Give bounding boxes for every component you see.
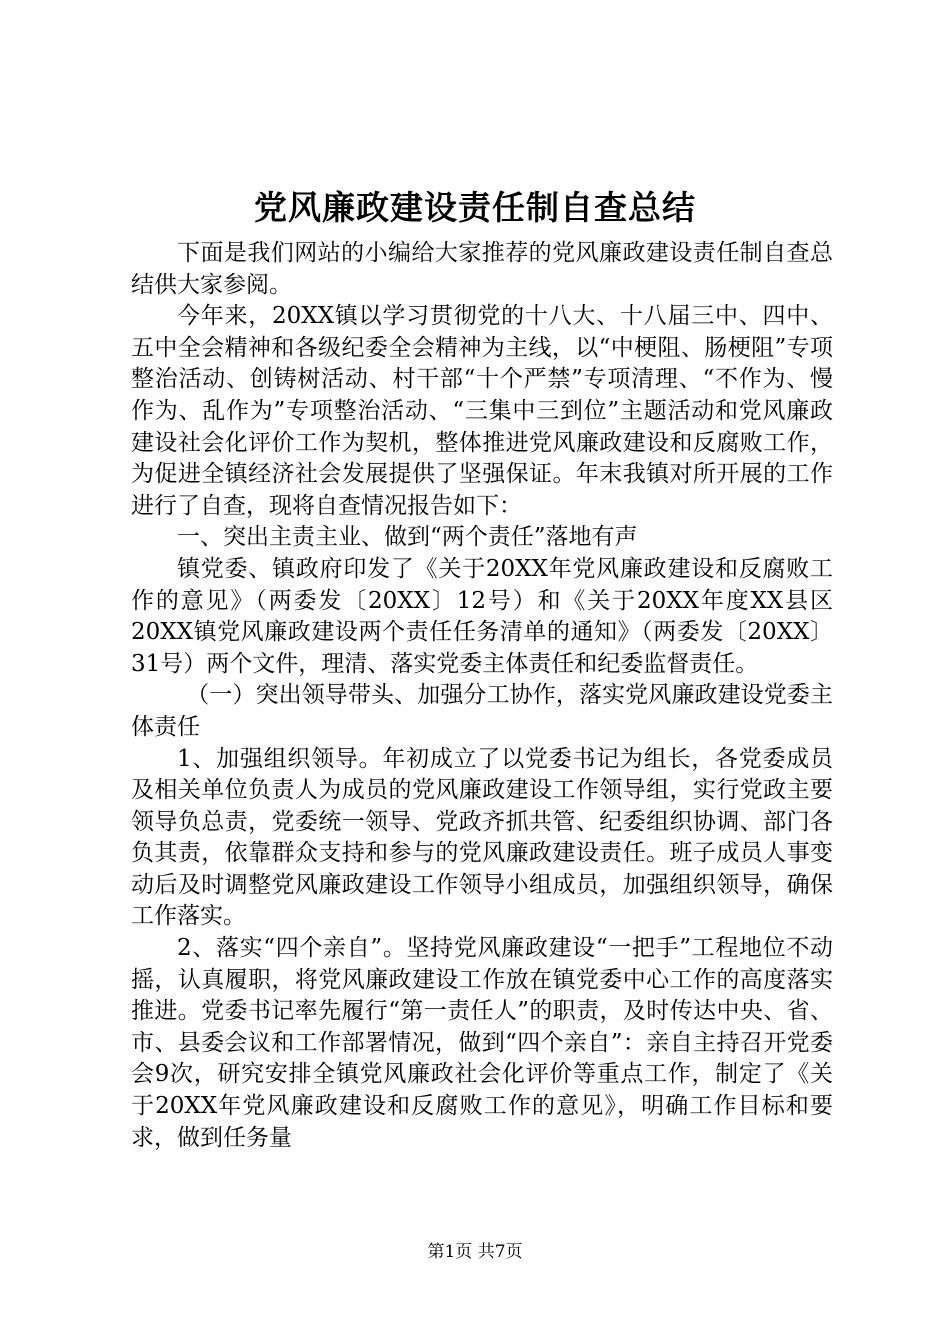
page-footer: 第1页 共7页: [427, 1242, 523, 1262]
section-1-paragraph: 镇党委、镇政府印发了《关于20XX年党风廉政建设和反腐败工作的意见》（两委发〔20XX〕12号）和《关于20XX年度XX县区20XX镇党风廉政建设两个责任任务清单的通知》（两委发〔20XX〕31号）两个文件，理清、落实党委主体责任和纪委监督责任。: [131, 555, 833, 677]
document-body: [131, 238, 833, 1154]
item-2-paragraph: 2、落实“四个亲自”。坚持党风廉政建设“一把手”工程地位不动摇，认真履职，将党风廉政建设工作放在镇党委中心工作的高度落实推进。党委书记率先履行“第一责任人”的职责，及时传达中央、省、市、县委会议和工作部署情况，做到“四个亲自”：亲自主持召开党委会9次，研究安排全镇党风廉政社会化评价等重点工作，制定了《关于20XX年党风廉政建设和反腐败工作的意见》，明确工作目标和要求，做到任务量: [131, 935, 833, 1151]
intro-paragraph: 下面是我们网站的小编给大家推荐的党风廉政建设责任制自查总结供大家参阅。: [131, 240, 833, 298]
section-heading-1: 一、突出主责主业、做到“两个责任”落地有声: [177, 524, 638, 551]
item-1-paragraph: 1、加强组织领导。年初成立了以党委书记为组长，各党委成员及相关单位负责人为成员的党风廉政建设工作领导组，实行党政主要领导负总责，党委统一领导、党政齐抓共管、纪委组织协调、部门各负其责，依靠群众支持和参与的党风廉政建设责任。班子成员人事变动后及时调整党风廉政建设工作领导小组成员，加强组织领导，确保工作落实。: [131, 745, 833, 930]
subsection-heading-1: （一）突出领导带头、加强分工协作，落实党风廉政建设党委主体责任: [131, 682, 833, 740]
summary-paragraph: 今年来，20XX镇以学习贯彻党的十八大、十八届三中、四中、五中全会精神和各级纪委全会精神为主线，以“中梗阻、肠梗阻”专项整治活动、创铸树活动、村干部“十个严禁”专项清理、“不作为、慢作为、乱作为”专项整治活动、“三集中三到位”主题活动和党风廉政建设社会化评价工作为契机，整体推进党风廉政建设和反腐败工作，为促进全镇经济社会发展提供了坚强保证。年末我镇对所开展的工作进行了自查，现将自查情况报告如下：: [131, 303, 833, 519]
document-title: 党风廉政建设责任制自查总结: [254, 188, 696, 227]
